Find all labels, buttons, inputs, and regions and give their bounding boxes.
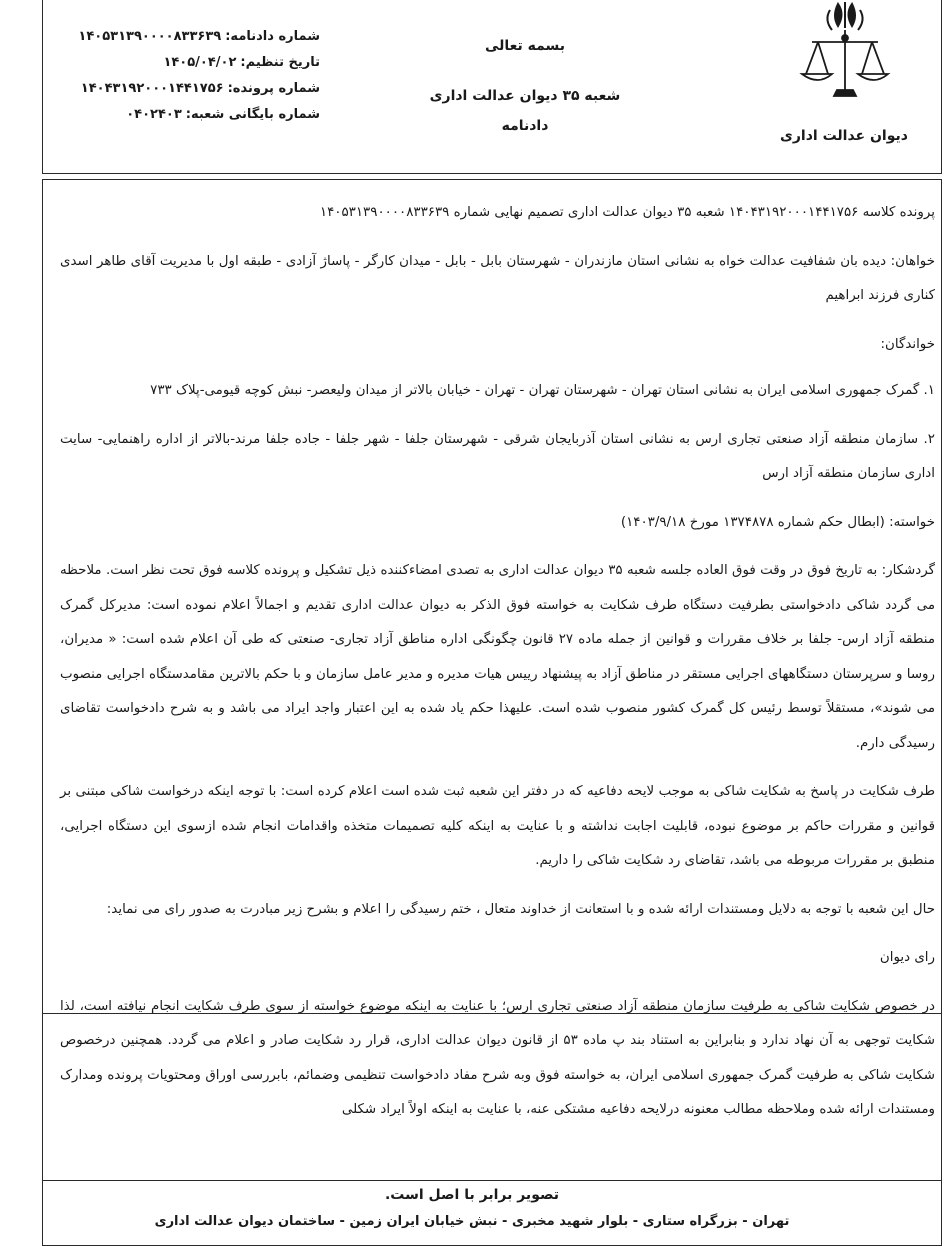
footer-divider: [42, 1180, 942, 1181]
document-meta: [70, 24, 320, 128]
defense-response: طرف شکایت در پاسخ به شکایت شاکی به موجب لایحه دفاعیه که در دفتر این شعبه ثبت شده است اعلام کرده است: با توجه اینکه درخواست شاکی مبتنی بر قوانین و مقررات حاکم بر موضوع نبوده، قابلیت اجابت نداشته و با عنایت به اینکه کلیه تصمیمات متخذه واقدامات انجام شده ازسوی این دستگاه اجرایی، منطبق بر مقررات مربوطه می باشد، تقاضای رد شکایت شاکی را داریم.: [60, 784, 935, 868]
meta-verdict-number: شماره دادنامه:۱۴۰۵۳۱۳۹۰۰۰۰۸۳۳۶۳۹: [78, 29, 320, 44]
court-statement: حال این شعبه با توجه به دلایل ومستندات ارائه شده و با استعانت از خداوند متعال ، ختم رسیدگی را اعلام و بشرح زیر مبادرت به صدور رای می نماید:: [106, 901, 935, 917]
claim: خواسته: (ابطال حکم شماره ۱۳۷۴۸۷۸ مورخ ۱۴۰۳/۹/۱۸): [620, 514, 935, 530]
proceedings: گردشکار: به تاریخ فوق در وقت فوق العاده جلسه شعبه ۳۵ دیوان عدالت اداری به تصدی امضاءکننده ذیل تشکیل و پرونده کلاسه فوق تحت نظر است. ملاحظه می گردد شاکی دادخواستی بطرفیت دستگاه طرف شکایت به خواسته فوق الذکر به دیوان عدالت اداری تقدیم و اجمالاً اعلام نموده است: مدیرکل گمرک منطقه آزاد ارس- جلفا بر خلاف مقررات و قوانین از جمله ماده ۲۷ قانون چگونگی اداره مناطق آزاد تجاری- صنعتی که طی آن اعلام شده است: « مدیران، روسا و سرپرستان دستگاههای اجرایی مستقر در مناطق آزاد به پیشنهاد رییس هیات مدیره و مدیر عامل سازمان و با حکم بالاترین مقامدستگاه اجرایی منصوب می شوند»، مستقلاً توسط رئیس کل گمرک کشور منصوب شده است. علیهذا حکم یاد شده به این اعتبار واجد ایراد می باشد و به شرح دادخواست تقاضای رسیدگی دارم.: [60, 563, 935, 751]
branch-name: شعبه ۳۵ دیوان عدالت اداری: [429, 88, 621, 104]
plaintiff: خواهان: دیده بان شفافیت عدالت خواه به نشانی استان مازندران - شهرستان بابل - بابل - میدان کارگر - پاساژ آزادی - طبقه اول با مدیریت آقای طاهر اسدی کناری فرزند ابراهیم: [60, 253, 935, 303]
verdict-heading: رای دیوان: [879, 950, 935, 965]
scales-of-justice-emblem-icon: [790, 0, 900, 110]
court-address: تهران - بزرگراه ستاری - بلوار شهید مخبری - نبش خیابان ایران زمین - ساختمان دیوان عدالت اداری: [154, 1214, 790, 1229]
defendants-heading: خواندگان:: [880, 336, 935, 352]
invocation: بسمه تعالی: [484, 38, 566, 54]
certified-copy-note: تصویر برابر با اصل است.: [384, 1187, 560, 1203]
verdict-body: [60, 196, 935, 1142]
header-center: [400, 38, 650, 134]
verdict-text: در خصوص شکایت شاکی به طرفیت سازمان منطقه آزاد صنعتی تجاری ارس؛ با عنایت به اینکه موضوع خواسته از سوی طرف شکایت انجام نیافته است، لذا شکایت توجهی به آن نهاد ندارد و بنابراین به استناد بند پ ماده ۵۳ از قانون دیوان عدالت اداری، قرار رد شکایت صادر و اعلام می گردد. همچنین درخصوص شکایت شاکی به طرفیت گمرک جمهوری اسلامی ایران، به خواسته فوق وبه شرح مفاد دادخواست تنظیمی وضمائم، بابررسی اوراق ومحتویات پرونده ومدارک ومستندات ارائه شده وملاحظه مطالب معنونه درلایحه دفاعیه مشتکی عنه، با عنایت به اینکه اولاً ایراد شکلی: [60, 998, 935, 1117]
case-reference: پرونده کلاسه ۱۴۰۴۳۱۹۲۰۰۰۱۴۴۱۷۵۶ شعبه ۳۵ دیوان عدالت اداری تصمیم نهایی شماره ۱۴۰۵۳۱۳۹۰۰۰۰۸۳۳۶۳۹: [319, 205, 935, 220]
meta-archive-number: شماره بایگانی شعبه:۰۴۰۲۴۰۳: [126, 107, 320, 122]
defendant-1: ۱. گمرک جمهوری اسلامی ایران به نشانی استان تهران - شهرستان تهران - تهران - خیابان بالاتر از میدان ولیعصر- نبش کوچه قیومی-پلاک ۷۳۳: [150, 383, 935, 398]
document-type: دادنامه: [501, 118, 549, 134]
defendant-2: ۲. سازمان منطقه آزاد صنعتی تجاری ارس به نشانی استان آذربایجان شرقی - شهرستان جلفا - شهر جلفا - جاده جلفا مرند-بالاتر از اداره راهنمایی- سایت اداری سازمان منطقه آزاد ارس: [60, 431, 935, 481]
court-name: دیوان عدالت اداری: [780, 128, 908, 144]
meta-case-number: شماره پرونده:۱۴۰۴۳۱۹۲۰۰۰۱۴۴۱۷۵۶: [80, 81, 320, 96]
meta-issue-date: تاریخ تنظیم:۱۴۰۵/۰۴/۰۲: [163, 55, 320, 70]
